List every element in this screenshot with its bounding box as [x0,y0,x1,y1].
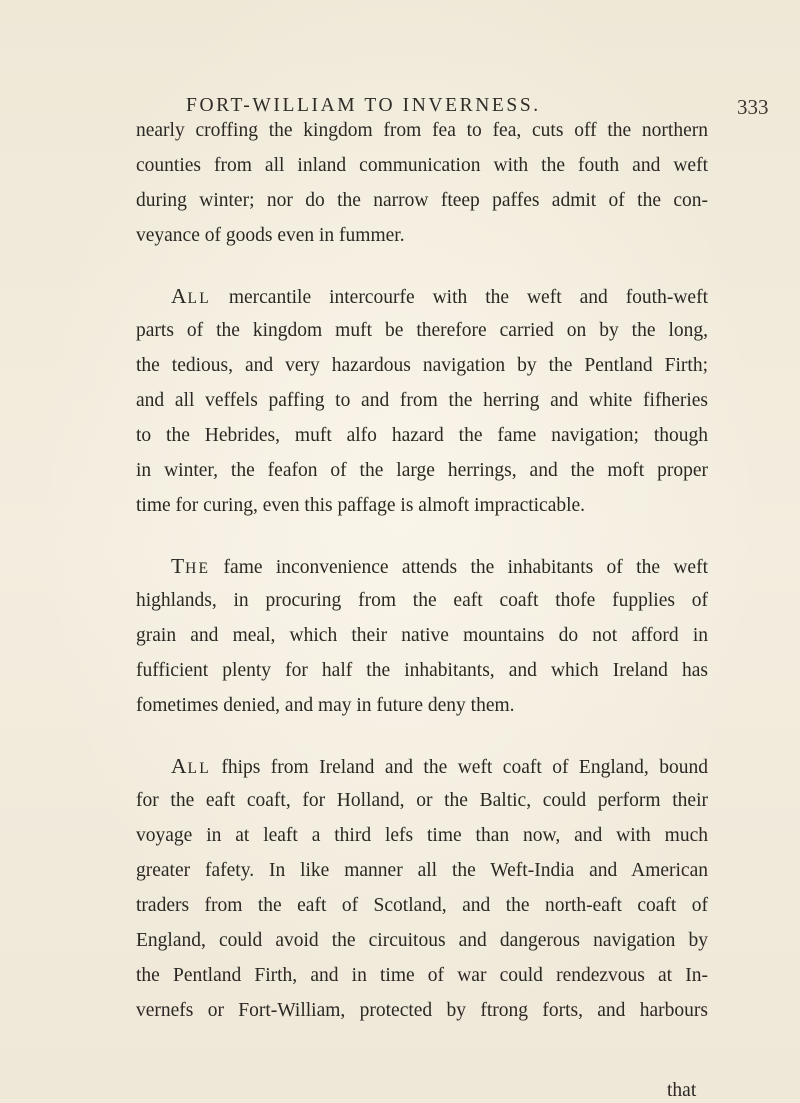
text-line: and all veffels paffing to and from the herring and white fifheries [136,390,708,411]
text-line: to the Hebrides, muft alfo hazard the fame navigation; though [136,425,708,446]
text-line [171,284,708,311]
paragraph-lead-initial: A [171,754,188,778]
text-line: vernefs or Fort-William, protected by ftrong forts, and harbours [136,1000,708,1021]
paragraph-lead-initial: T [171,554,186,578]
text-line: parts of the kingdom muft be therefore carried on by the long, [136,320,708,341]
text-line: time for curing, even this paffage is almoft impracticable. [136,495,586,516]
text-line: England, could avoid the circuitous and dangerous navigation by [136,930,708,951]
line-text: fame inconvenience attends the inhabitants of the weft [210,557,708,578]
paragraph-lead-smallcaps: LL [187,290,211,307]
catchword: that [667,1080,697,1101]
text-line: traders from the eaft of Scotland, and the north-eaft coaft of [136,895,708,916]
text-line [171,754,708,781]
paragraph-lead-smallcaps: HE [185,560,211,577]
text-line: grain and meal, which their native mountains do not afford in [136,625,708,646]
text-line: during winter; nor do the narrow fteep paffes admit of the con- [136,190,708,211]
text-line: highlands, in procuring from the eaft coaft thofe fupplies of [136,590,708,611]
text-line: nearly croffing the kingdom from fea to fea, cuts off the northern [136,120,708,141]
text-line: in winter, the feafon of the large herrings, and the moft proper [136,460,708,481]
paragraph-lead-smallcaps: LL [187,760,211,777]
text-line: voyage in at leaft a third lefs time than now, and with much [136,825,708,846]
text-line: the tedious, and very hazardous navigation by the Pentland Firth; [136,355,708,376]
page-number: 333 [737,95,769,119]
text-line: fufficient plenty for half the inhabitants, and which Ireland has [136,660,708,681]
text-line: greater fafety. In like manner all the Weft-India and American [136,860,708,881]
running-head: FORT-WILLIAM TO INVERNESS. [186,95,541,116]
text-line: the Pentland Firth, and in time of war could rendezvous at In- [136,965,708,986]
text-line: counties from all inland communication with the fouth and weft [136,155,708,176]
text-line: fometimes denied, and may in future deny them. [136,695,515,716]
line-text: mercantile intercourfe with the weft and fouth-weft [210,287,708,308]
line-text: fhips from Ireland and the weft coaft of England, bound [210,757,708,778]
paragraph-lead-initial: A [171,284,188,308]
text-line: veyance of goods even in fummer. [136,225,405,246]
text-line: for the eaft coaft, for Holland, or the Baltic, could perform their [136,790,708,811]
text-line [171,554,708,581]
